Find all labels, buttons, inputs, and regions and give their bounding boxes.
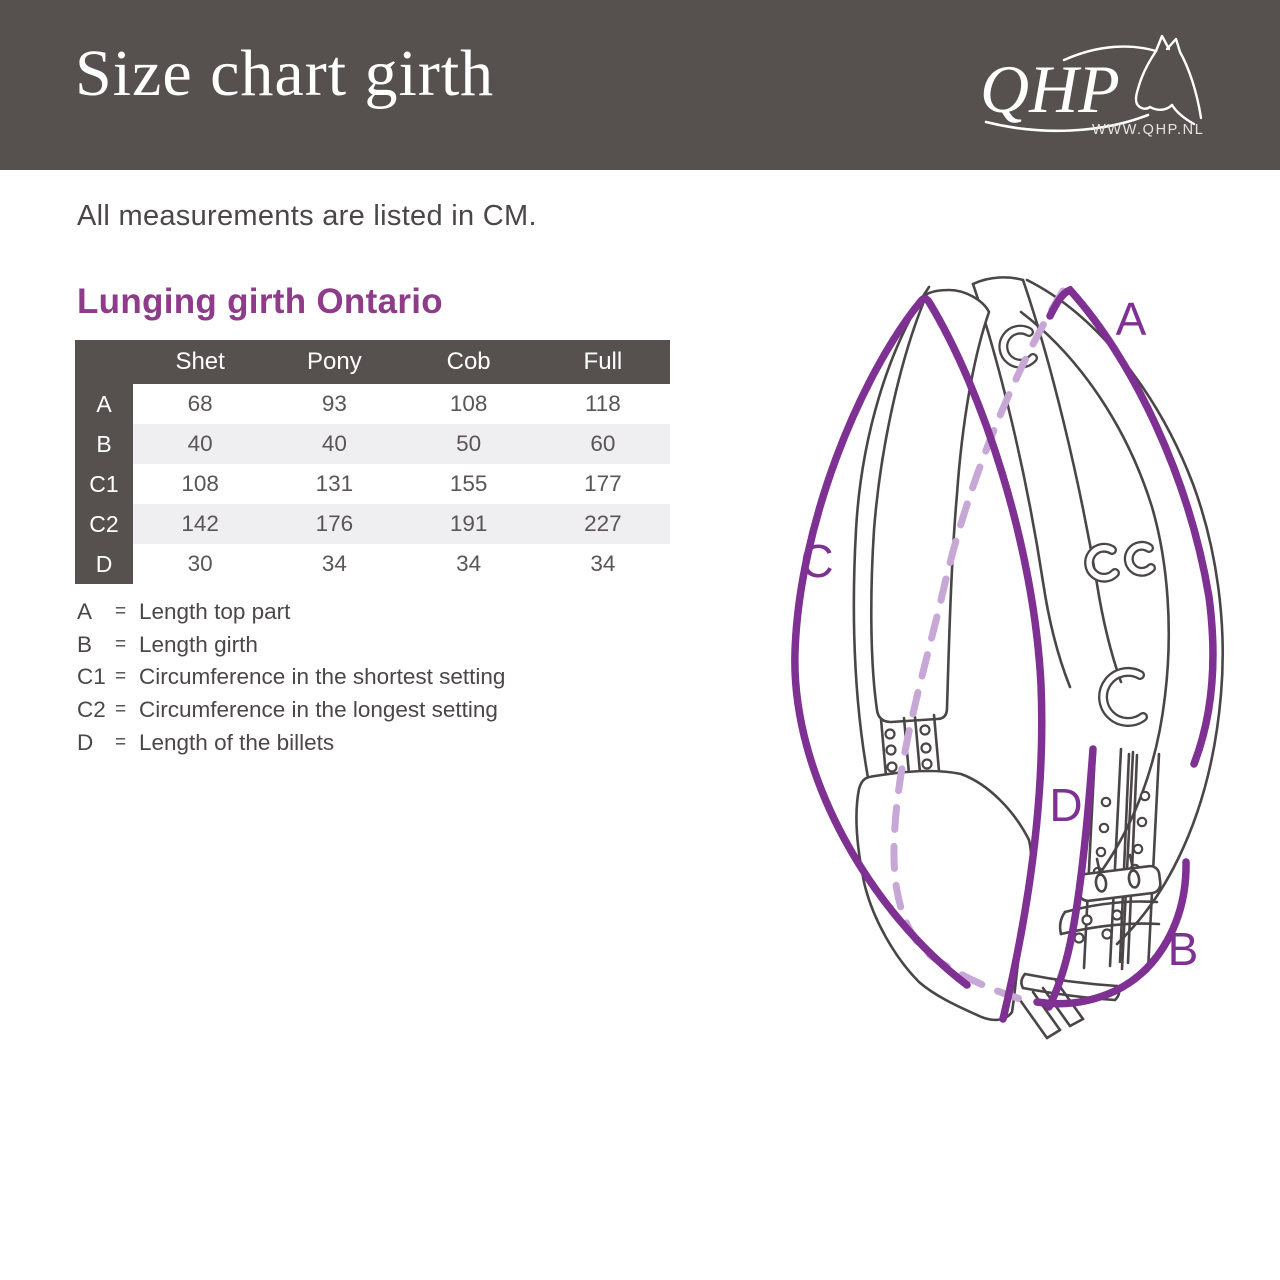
table-cell: 191 [402,504,536,544]
legend-equals: = [115,601,127,623]
girth-illustration [765,262,1255,1072]
table-cell: 155 [449,471,488,496]
table-cell: 34 [321,551,347,576]
legend-key: B [77,631,93,657]
legend-description: Length top part [139,599,291,625]
table-cell: 40 [133,424,267,464]
table-header-cell: Shet [133,340,267,384]
table-cell: 176 [267,504,401,544]
legend-item [77,661,505,694]
legend-item [77,629,505,662]
table-cell: 227 [536,504,670,544]
size-table [75,340,670,584]
qhp-logo-text: QHP [980,51,1120,127]
legend-item [77,596,505,629]
table-row [75,384,670,424]
measurement-legend [77,596,505,759]
table-cell: 118 [584,391,621,416]
header-banner [0,0,1280,170]
product-title: Lunging girth Ontario [77,282,443,321]
table-row [75,544,670,584]
table-cell: 34 [590,551,616,576]
page-title: Size chart girth [75,37,495,110]
diagram-label-a: A [1115,293,1147,345]
table-cell: 34 [456,551,482,576]
diagram-label-b: B [1167,923,1199,975]
legend-equals: = [115,731,127,753]
legend-key: A [77,599,93,625]
diagram-label-d: D [1049,779,1083,831]
table-corner-cell [75,340,133,384]
diagram-label-c: C [800,535,834,587]
table-cell: 142 [133,504,267,544]
table-cell: 68 [187,391,213,416]
legend-key: D [77,729,94,755]
table-cell: 30 [187,551,213,576]
row-label: A [75,384,133,424]
row-label: C2 [75,504,133,544]
table-cell: 60 [536,424,670,464]
table-cell: 40 [267,424,401,464]
table-header-cell: Pony [267,340,401,384]
d-ring-icon [1003,330,1151,722]
table-row [75,424,670,464]
table-cell: 177 [584,471,622,496]
table-header-row [75,340,670,384]
table-cell: 131 [315,471,354,496]
units-note: All measurements are listed in CM. [77,200,537,232]
row-label: C1 [75,464,133,504]
legend-description: Circumference in the shortest setting [139,664,506,690]
row-label: B [75,424,133,464]
qhp-url: WWW.QHP.NL [1092,122,1205,138]
table-header-cell: Full [536,340,670,384]
legend-equals: = [115,633,127,655]
legend-equals: = [115,666,127,688]
table-header-cell: Cob [402,340,536,384]
legend-key: C2 [77,697,106,723]
row-label: D [75,544,133,584]
table-cell: 108 [449,391,488,416]
table-cell: 50 [402,424,536,464]
qhp-logo [972,30,1228,148]
legend-equals: = [115,699,127,721]
legend-description: Circumference in the longest setting [139,697,498,723]
legend-item [77,726,505,759]
legend-description: Length of the billets [139,729,335,755]
legend-description: Length girth [139,631,258,657]
table-cell: 108 [181,471,219,496]
measure-line-a [1050,290,1213,764]
table-row [75,464,670,504]
table-row [75,504,670,544]
table-cell: 93 [321,391,347,416]
legend-item [77,694,505,727]
legend-key: C1 [77,664,106,690]
